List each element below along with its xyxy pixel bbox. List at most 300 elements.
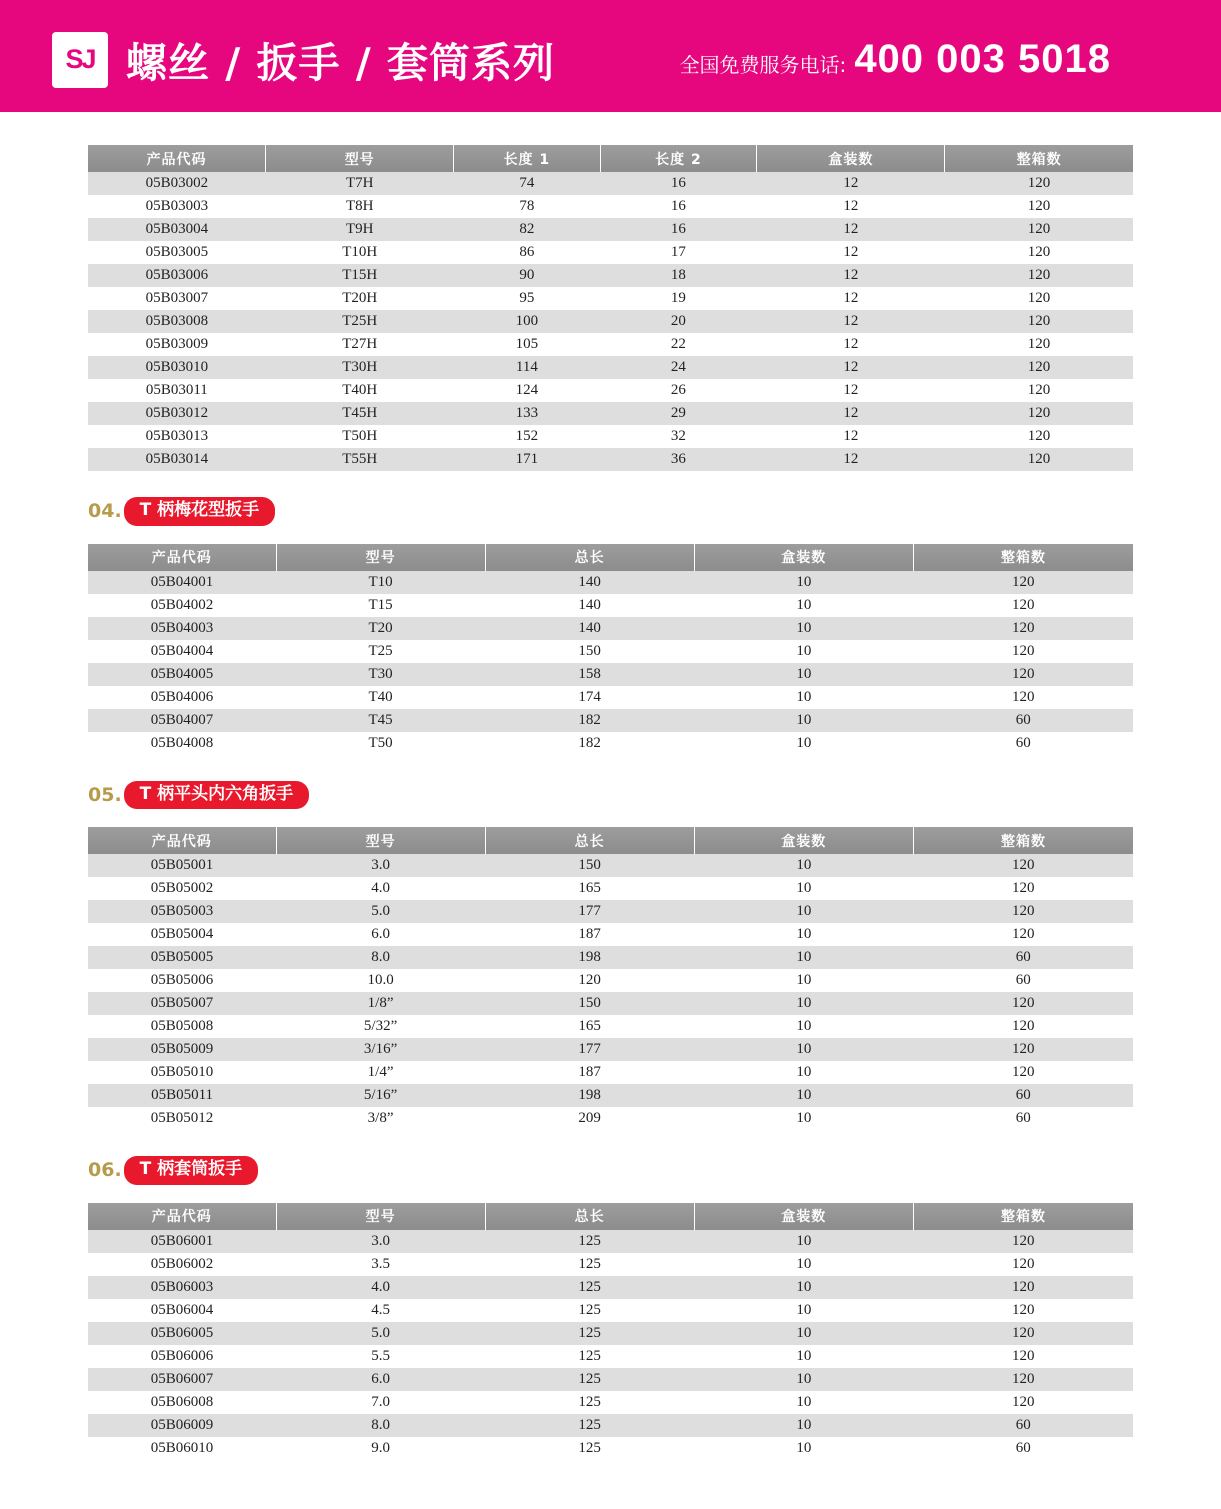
table-row <box>88 923 1133 946</box>
table-cell: 12 <box>757 287 945 310</box>
column-header: 盒装数 <box>694 1203 913 1230</box>
table-row <box>88 1299 1133 1322</box>
column-header: 整箱数 <box>914 827 1133 854</box>
table-cell: 16 <box>600 195 757 218</box>
table-cell: 140 <box>485 594 694 617</box>
table-cell: T30H <box>266 356 454 379</box>
table-cell: 05B05002 <box>88 877 276 900</box>
table-cell: 05B04006 <box>88 686 276 709</box>
table-cell: 120 <box>945 448 1133 471</box>
table-cell: 182 <box>485 732 694 755</box>
table-cell: 8.0 <box>276 946 485 969</box>
table-cell: 29 <box>600 402 757 425</box>
table-cell: 125 <box>485 1276 694 1299</box>
column-header: 盒装数 <box>694 827 913 854</box>
table-row <box>88 946 1133 969</box>
column-header: 产品代码 <box>88 145 266 172</box>
table-cell: 4.5 <box>276 1299 485 1322</box>
table-cell: 10 <box>694 571 913 594</box>
column-header: 产品代码 <box>88 827 276 854</box>
table-cell: 120 <box>945 195 1133 218</box>
table-cell: 120 <box>914 877 1133 900</box>
table-cell: 10 <box>694 640 913 663</box>
table-cell: 120 <box>945 333 1133 356</box>
table-cell: T40H <box>266 379 454 402</box>
table-cell: 10 <box>694 1391 913 1414</box>
table-cell: 120 <box>914 992 1133 1015</box>
table-cell: 3.0 <box>276 854 485 877</box>
table-cell: 36 <box>600 448 757 471</box>
table-cell: 3.0 <box>276 1230 485 1253</box>
table-row <box>88 732 1133 755</box>
table-cell: T30 <box>276 663 485 686</box>
table-cell: 10 <box>694 1038 913 1061</box>
table-cell: 3.5 <box>276 1253 485 1276</box>
table-cell: 120 <box>945 379 1133 402</box>
table-cell: 05B05001 <box>88 854 276 877</box>
table-cell: 05B04002 <box>88 594 276 617</box>
table-cell: 209 <box>485 1107 694 1130</box>
table-cell: 12 <box>757 218 945 241</box>
table-cell: 4.0 <box>276 1276 485 1299</box>
table-cell: 5.0 <box>276 1322 485 1345</box>
table-cell: 12 <box>757 448 945 471</box>
table-cell: 78 <box>454 195 600 218</box>
table-cell: 05B06007 <box>88 1368 276 1391</box>
table-row <box>88 195 1133 218</box>
table-cell: 5/32” <box>276 1015 485 1038</box>
table-cell: 10 <box>694 992 913 1015</box>
column-header: 总长 <box>485 544 694 571</box>
table-cell: T45 <box>276 709 485 732</box>
table-cell: 174 <box>485 686 694 709</box>
table-cell: 10 <box>694 900 913 923</box>
table-row <box>88 356 1133 379</box>
table-cell: 12 <box>757 195 945 218</box>
table-cell: 10 <box>694 1107 913 1130</box>
section-number: 05. <box>88 783 122 806</box>
table-cell: 10 <box>694 732 913 755</box>
table-cell: T25H <box>266 310 454 333</box>
table-row <box>88 379 1133 402</box>
table-cell: T20 <box>276 617 485 640</box>
table-cell: 05B05003 <box>88 900 276 923</box>
table-cell: T25 <box>276 640 485 663</box>
table-cell: 05B03005 <box>88 241 266 264</box>
table-row <box>88 854 1133 877</box>
catalog-content <box>0 119 1221 1460</box>
table-cell: 125 <box>485 1391 694 1414</box>
table-cell: 120 <box>914 663 1133 686</box>
table-cell: 05B05012 <box>88 1107 276 1130</box>
table-cell: 140 <box>485 617 694 640</box>
section-heading <box>88 497 1133 526</box>
table-cell: 05B03007 <box>88 287 266 310</box>
table-cell: 05B06010 <box>88 1437 276 1460</box>
table-cell: T15H <box>266 264 454 287</box>
table-row <box>88 594 1133 617</box>
table-cell: 10 <box>694 1015 913 1038</box>
table-cell: 3/8” <box>276 1107 485 1130</box>
table-cell: T7H <box>266 172 454 195</box>
table-cell: 10.0 <box>276 969 485 992</box>
table-cell: 10 <box>694 686 913 709</box>
table-cell: 8.0 <box>276 1414 485 1437</box>
table-cell: 120 <box>914 1276 1133 1299</box>
section-title-badge: T 柄梅花型扳手 <box>124 497 276 526</box>
section-title-badge: T 柄平头内六角扳手 <box>124 781 310 810</box>
table-row <box>88 425 1133 448</box>
table-row <box>88 969 1133 992</box>
hotline-label: 全国免费服务电话: <box>679 53 847 77</box>
table-cell: 05B05010 <box>88 1061 276 1084</box>
table-cell: 120 <box>945 218 1133 241</box>
table-cell: 10 <box>694 877 913 900</box>
table-cell: 05B03003 <box>88 195 266 218</box>
table-row <box>88 1038 1133 1061</box>
table-cell: T27H <box>266 333 454 356</box>
column-header: 型号 <box>276 1203 485 1230</box>
table-row <box>88 1107 1133 1130</box>
table-cell: 171 <box>454 448 600 471</box>
table-row <box>88 218 1133 241</box>
table-cell: 120 <box>914 1299 1133 1322</box>
table-cell: 6.0 <box>276 923 485 946</box>
spec-table <box>88 544 1133 755</box>
table-cell: 120 <box>914 923 1133 946</box>
table-cell: 12 <box>757 425 945 448</box>
table-cell: 120 <box>914 640 1133 663</box>
table-cell: 150 <box>485 992 694 1015</box>
table-cell: 12 <box>757 379 945 402</box>
table-cell: 17 <box>600 241 757 264</box>
table-cell: 05B05008 <box>88 1015 276 1038</box>
table-row <box>88 402 1133 425</box>
table-cell: 12 <box>757 402 945 425</box>
table-row <box>88 1230 1133 1253</box>
table-cell: 125 <box>485 1230 694 1253</box>
table-cell: 05B04004 <box>88 640 276 663</box>
table-cell: 120 <box>945 356 1133 379</box>
spec-table <box>88 827 1133 1130</box>
table-cell: 05B05005 <box>88 946 276 969</box>
table-cell: 5.0 <box>276 900 485 923</box>
table-cell: 60 <box>914 946 1133 969</box>
table-cell: 152 <box>454 425 600 448</box>
column-header: 型号 <box>276 544 485 571</box>
table-row <box>88 709 1133 732</box>
table-row <box>88 448 1133 471</box>
section-heading <box>88 781 1133 810</box>
column-header: 盒装数 <box>694 544 913 571</box>
table-cell: 12 <box>757 241 945 264</box>
table-cell: 140 <box>485 571 694 594</box>
table-cell: 12 <box>757 264 945 287</box>
table-cell: 187 <box>485 923 694 946</box>
table-cell: 120 <box>485 969 694 992</box>
column-header: 整箱数 <box>945 145 1133 172</box>
table-cell: 158 <box>485 663 694 686</box>
table-cell: 24 <box>600 356 757 379</box>
hotline-number: 400 003 5018 <box>854 37 1111 81</box>
company-logo-icon <box>52 32 108 88</box>
column-header: 产品代码 <box>88 1203 276 1230</box>
table-cell: 12 <box>757 172 945 195</box>
table-cell: 74 <box>454 172 600 195</box>
table-cell: 10 <box>694 1276 913 1299</box>
table-cell: 60 <box>914 1414 1133 1437</box>
table-cell: 9.0 <box>276 1437 485 1460</box>
table-cell: 22 <box>600 333 757 356</box>
table-cell: 177 <box>485 1038 694 1061</box>
table-row <box>88 310 1133 333</box>
table-cell: 05B05007 <box>88 992 276 1015</box>
table-row <box>88 900 1133 923</box>
table-cell: 4.0 <box>276 877 485 900</box>
table-row <box>88 1414 1133 1437</box>
table-cell: T50H <box>266 425 454 448</box>
table-cell: 05B06004 <box>88 1299 276 1322</box>
table-cell: 10 <box>694 1322 913 1345</box>
table-cell: 60 <box>914 1084 1133 1107</box>
table-cell: 05B06005 <box>88 1322 276 1345</box>
table-row <box>88 663 1133 686</box>
table-cell: 1/4” <box>276 1061 485 1084</box>
column-header: 整箱数 <box>914 1203 1133 1230</box>
table-cell: 10 <box>694 663 913 686</box>
table-row <box>88 1391 1133 1414</box>
table-cell: 05B03011 <box>88 379 266 402</box>
table-cell: 12 <box>757 333 945 356</box>
table-cell: 100 <box>454 310 600 333</box>
table-row <box>88 1437 1133 1460</box>
table-cell: 05B03012 <box>88 402 266 425</box>
table-cell: 5.5 <box>276 1345 485 1368</box>
table-row <box>88 992 1133 1015</box>
table-cell: 125 <box>485 1368 694 1391</box>
table-row <box>88 172 1133 195</box>
table-cell: 125 <box>485 1322 694 1345</box>
table-row <box>88 571 1133 594</box>
table-cell: 10 <box>694 854 913 877</box>
section-number: 06. <box>88 1159 122 1182</box>
table-cell: T8H <box>266 195 454 218</box>
table-cell: 133 <box>454 402 600 425</box>
spec-table <box>88 1203 1133 1460</box>
table-row <box>88 1084 1133 1107</box>
table-cell: 10 <box>694 1345 913 1368</box>
table-header-row <box>88 145 1133 172</box>
section-number: 04. <box>88 500 122 523</box>
table-cell: 10 <box>694 617 913 640</box>
table-cell: 120 <box>914 1230 1133 1253</box>
table-cell: 05B05004 <box>88 923 276 946</box>
table-cell: 3/16” <box>276 1038 485 1061</box>
table-cell: T20H <box>266 287 454 310</box>
table-row <box>88 640 1133 663</box>
table-cell: 120 <box>945 172 1133 195</box>
table-cell: 10 <box>694 1253 913 1276</box>
table-cell: 10 <box>694 946 913 969</box>
table-row <box>88 877 1133 900</box>
table-cell: 05B04007 <box>88 709 276 732</box>
table-cell: 120 <box>914 1368 1133 1391</box>
column-header: 整箱数 <box>914 544 1133 571</box>
table-cell: 120 <box>914 1345 1133 1368</box>
table-cell: 177 <box>485 900 694 923</box>
table-cell: 120 <box>945 402 1133 425</box>
table-cell: 05B03014 <box>88 448 266 471</box>
table-cell: 10 <box>694 709 913 732</box>
table-cell: 20 <box>600 310 757 333</box>
table-cell: 120 <box>914 1015 1133 1038</box>
table-cell: 5/16” <box>276 1084 485 1107</box>
table-cell: 12 <box>757 310 945 333</box>
table-cell: 187 <box>485 1061 694 1084</box>
table-cell: 18 <box>600 264 757 287</box>
table-cell: 05B05011 <box>88 1084 276 1107</box>
table-cell: 10 <box>694 969 913 992</box>
column-header: 长度 1 <box>454 145 600 172</box>
table-cell: 120 <box>914 617 1133 640</box>
table-row <box>88 264 1133 287</box>
table-cell: 05B06003 <box>88 1276 276 1299</box>
table-cell: 60 <box>914 709 1133 732</box>
table-header-row <box>88 544 1133 571</box>
table-cell: 05B03004 <box>88 218 266 241</box>
table-cell: 114 <box>454 356 600 379</box>
table-cell: 05B03009 <box>88 333 266 356</box>
table-cell: 05B04001 <box>88 571 276 594</box>
table-cell: 125 <box>485 1299 694 1322</box>
table-cell: T55H <box>266 448 454 471</box>
table-row <box>88 1276 1133 1299</box>
page-title: 螺丝 / 扳手 / 套筒系列 <box>126 39 556 87</box>
table-row <box>88 686 1133 709</box>
table-cell: 60 <box>914 1437 1133 1460</box>
table-cell: 165 <box>485 877 694 900</box>
table-cell: 198 <box>485 946 694 969</box>
table-cell: T45H <box>266 402 454 425</box>
table-row <box>88 1345 1133 1368</box>
table-cell: 95 <box>454 287 600 310</box>
table-cell: 05B05006 <box>88 969 276 992</box>
table-cell: 16 <box>600 218 757 241</box>
table-cell: 10 <box>694 1299 913 1322</box>
table-cell: 125 <box>485 1414 694 1437</box>
table-cell: 05B05009 <box>88 1038 276 1061</box>
table-cell: 10 <box>694 1061 913 1084</box>
column-header: 总长 <box>485 827 694 854</box>
table-row <box>88 241 1133 264</box>
table-cell: 120 <box>945 241 1133 264</box>
table-cell: 10 <box>694 1084 913 1107</box>
table-cell: 120 <box>914 686 1133 709</box>
table-cell: T15 <box>276 594 485 617</box>
table-cell: 120 <box>914 571 1133 594</box>
table-cell: 120 <box>914 1391 1133 1414</box>
table-cell: 32 <box>600 425 757 448</box>
hotline-block <box>680 37 1191 82</box>
section-heading <box>88 1156 1133 1185</box>
table-cell: 05B03008 <box>88 310 266 333</box>
table-row <box>88 1368 1133 1391</box>
table-cell: 05B06009 <box>88 1414 276 1437</box>
spec-table <box>88 145 1133 471</box>
table-cell: 125 <box>485 1345 694 1368</box>
table-row <box>88 1015 1133 1038</box>
table-cell: 60 <box>914 732 1133 755</box>
table-cell: 05B03006 <box>88 264 266 287</box>
table-cell: 19 <box>600 287 757 310</box>
table-cell: 120 <box>945 310 1133 333</box>
table-cell: T9H <box>266 218 454 241</box>
column-header: 总长 <box>485 1203 694 1230</box>
table-row <box>88 287 1133 310</box>
table-cell: 05B06002 <box>88 1253 276 1276</box>
table-cell: 120 <box>945 425 1133 448</box>
table-cell: 05B04008 <box>88 732 276 755</box>
table-cell: 60 <box>914 969 1133 992</box>
table-cell: 10 <box>694 1368 913 1391</box>
table-cell: 120 <box>914 1322 1133 1345</box>
table-cell: 120 <box>914 1253 1133 1276</box>
table-cell: 05B06001 <box>88 1230 276 1253</box>
logo-text: SJ <box>65 44 95 74</box>
table-cell: 120 <box>914 900 1133 923</box>
table-cell: 05B04005 <box>88 663 276 686</box>
column-header: 长度 2 <box>600 145 757 172</box>
table-cell: 86 <box>454 241 600 264</box>
table-cell: T50 <box>276 732 485 755</box>
table-cell: 05B03002 <box>88 172 266 195</box>
table-cell: 7.0 <box>276 1391 485 1414</box>
page-header <box>0 0 1221 119</box>
table-cell: 198 <box>485 1084 694 1107</box>
table-cell: 120 <box>914 1061 1133 1084</box>
table-cell: 120 <box>914 594 1133 617</box>
table-row <box>88 617 1133 640</box>
table-cell: 150 <box>485 640 694 663</box>
column-header: 型号 <box>276 827 485 854</box>
table-cell: 1/8” <box>276 992 485 1015</box>
table-cell: 120 <box>914 1038 1133 1061</box>
table-row <box>88 333 1133 356</box>
table-cell: 182 <box>485 709 694 732</box>
table-cell: 05B04003 <box>88 617 276 640</box>
table-cell: 26 <box>600 379 757 402</box>
table-cell: 105 <box>454 333 600 356</box>
column-header: 型号 <box>266 145 454 172</box>
table-cell: 10 <box>694 1414 913 1437</box>
table-cell: 10 <box>694 1437 913 1460</box>
table-cell: 120 <box>914 854 1133 877</box>
table-cell: 90 <box>454 264 600 287</box>
table-cell: T10 <box>276 571 485 594</box>
table-cell: T10H <box>266 241 454 264</box>
table-cell: T40 <box>276 686 485 709</box>
table-cell: 165 <box>485 1015 694 1038</box>
table-cell: 10 <box>694 594 913 617</box>
table-cell: 125 <box>485 1253 694 1276</box>
table-cell: 60 <box>914 1107 1133 1130</box>
table-cell: 150 <box>485 854 694 877</box>
table-cell: 10 <box>694 923 913 946</box>
table-header-row <box>88 1203 1133 1230</box>
table-cell: 05B03010 <box>88 356 266 379</box>
table-cell: 05B06006 <box>88 1345 276 1368</box>
table-cell: 125 <box>485 1437 694 1460</box>
